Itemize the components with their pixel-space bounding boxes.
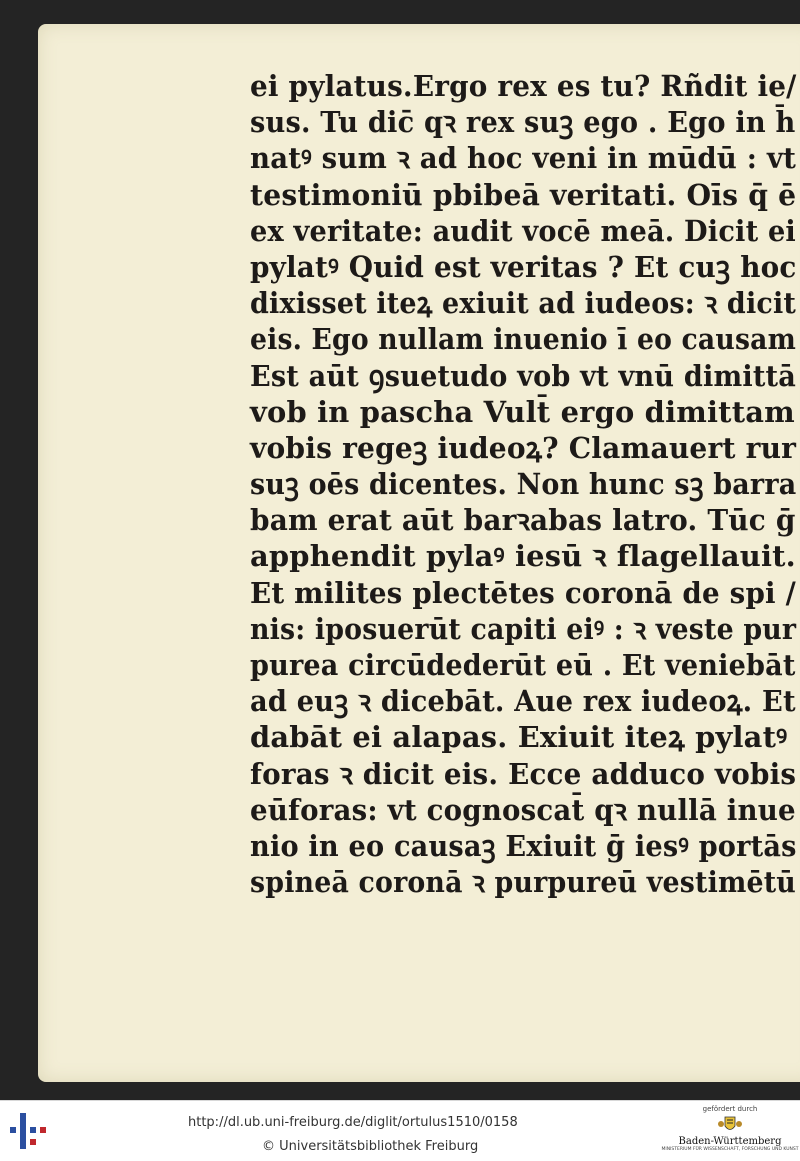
sponsor-block[interactable] <box>660 1103 800 1161</box>
footer-bar <box>0 1100 800 1161</box>
sponsor-subtitle: MINISTERIUM FÜR WISSENSCHAFT, FORSCHUNG UND KUNST <box>661 1147 799 1152</box>
text-line: nis: iposuerūt capiti eiꝰ : ꝛ veste pur <box>250 611 797 646</box>
text-line: ei pylatus.Ergo rex es tu? Rñdit ie/ <box>250 69 797 103</box>
state-crest-icon <box>717 1114 743 1136</box>
text-line: vobis regeꝫ iudeoꝝ? Clamauert rur <box>250 430 797 465</box>
text-line: ad euꝫ ꝛ dicebāt. Aue rex iudeoꝝ. Et <box>250 684 796 719</box>
text-line: spineā coronā ꝛ purpureū vestimētū <box>250 865 796 900</box>
text-line: natꝰ sum ꝛ ad hoc veni in mūdū : vt <box>250 141 797 176</box>
text-line: purea circūdederūt eū . Et veniebāt <box>250 648 796 682</box>
text-line: Et milites plectētes coronā de spi / <box>250 575 796 610</box>
text-line: Est aūt ꝯsuetudo vob vt vnū dimittā <box>250 358 797 393</box>
page-url[interactable]: http://dl.ub.uni-freiburg.de/diglit/ortulus1510/0158 <box>188 1115 518 1130</box>
text-line: eis. Ego nullam inuenio ī eo causam <box>250 322 796 357</box>
sponsor-label: gefördert durch <box>702 1105 758 1113</box>
text-line: dixisset iteꝝ exiuit ad iudeos: ꝛ dicit <box>250 286 797 321</box>
text-line: foras ꝛ dicit eis. Ecce adduco vobis <box>250 756 797 791</box>
text-line: sus. Tu dic̄ qꝛ rex suꝫ ego . Ego in h̄ <box>250 105 796 140</box>
text-line: pylatꝰ Quid est veritas ? Et cuꝫ hoc <box>250 249 797 284</box>
copyright-text: © Universitätsbibliothek Freiburg <box>262 1139 479 1154</box>
text-column <box>250 68 798 900</box>
text-line: ex veritate: audit vocē meā. Dicit ei <box>250 213 796 248</box>
text-line: eūforas: vt cognoscat̄ qꝛ nullā inue <box>250 792 796 827</box>
text-line: dabāt ei alapas. Exiuit iteꝝ pylatꝰ <box>250 720 788 755</box>
sponsor-name: Baden-Württemberg <box>678 1136 782 1147</box>
text-line: suꝫ oēs dicentes. Non hunc sꝫ barra <box>250 467 797 502</box>
text-line: testimoniū pbibeā veritati. Oīs q̄ ē <box>250 177 797 212</box>
text-line: vob in pascha Vult̄ ergo dimittam <box>250 394 795 429</box>
text-line: nio in eo causaꝫ Exiuit ḡ iesꝰ portās <box>250 828 797 863</box>
text-line: apphendit pylaꝰ iesū ꝛ flagellauit. <box>250 539 796 574</box>
library-logo-icon[interactable] <box>8 1111 52 1151</box>
text-line: bam erat aūt barꝛabas latro. Tūc ḡ <box>250 503 796 538</box>
